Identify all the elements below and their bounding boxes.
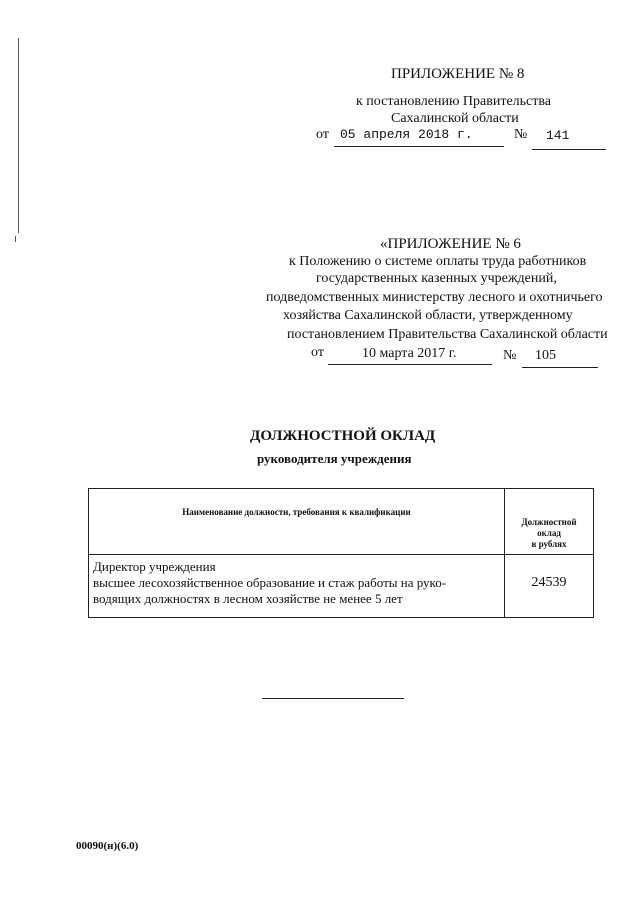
- appendix6-line-4: хозяйства Сахалинской области, утвержденному: [283, 308, 573, 323]
- appendix6-date-underline: [328, 364, 492, 365]
- appendix6-number-label: №: [503, 348, 517, 363]
- appendix8-title: ПРИЛОЖЕНИЕ № 8: [391, 66, 525, 82]
- appendix8-date-underline: [334, 146, 504, 147]
- table-header-salary-line-1: Должностной: [521, 517, 577, 527]
- requirements-line-2: водящих должностях в лесном хозяйстве не менее 5 лет: [93, 591, 403, 606]
- appendix8-line1: к постановлению Правительства: [356, 94, 552, 109]
- appendix6-line-5: постановлением Правительства Сахалинской области: [287, 327, 608, 342]
- appendix6-line-3: подведомственных министерству лесного и охотничьего: [266, 290, 603, 305]
- table-header-position: Наименование должности, требования к квалификации: [89, 489, 505, 555]
- appendix8-number-underline: [532, 149, 606, 150]
- table-header-salary: [505, 489, 594, 555]
- table-header-salary-line-3: в рублях: [531, 539, 567, 549]
- appendix6-date: 10 марта 2017 г.: [362, 346, 457, 361]
- table-cell-position: [89, 555, 505, 618]
- appendix6-line-1: к Положению о системе оплаты труда работников: [289, 254, 587, 269]
- salary-table: [88, 488, 594, 618]
- scan-edge-mark-top: [18, 38, 19, 233]
- appendix8-date: 05 апреля 2018 г.: [340, 127, 473, 142]
- appendix8-number: 141: [546, 128, 570, 143]
- requirements-line-1: высшее лесохозяйственное образование и стаж работы на руко-: [93, 575, 447, 590]
- table-cell-salary: 24539: [505, 555, 594, 618]
- appendix6-number: 105: [535, 348, 556, 363]
- appendix8-line2: Сахалинской области: [391, 111, 519, 126]
- scan-edge-mark-bottom: [15, 236, 16, 242]
- appendix8-from-label: от: [316, 127, 329, 142]
- appendix6-line-2: государственных казенных учреждений,: [316, 271, 557, 286]
- appendix6-title: «ПРИЛОЖЕНИЕ № 6: [380, 236, 521, 252]
- table-row: [89, 555, 594, 618]
- end-separator-line: [262, 698, 404, 699]
- appendix6-from-label: от: [311, 345, 324, 360]
- table-header-salary-line-2: оклад: [537, 528, 561, 538]
- table-header-row: [89, 489, 594, 555]
- document-title: ДОЛЖНОСТНОЙ ОКЛАД: [250, 428, 436, 444]
- document-subtitle: руководителя учреждения: [257, 451, 412, 466]
- appendix8-number-label: №: [514, 127, 528, 142]
- position-name: Директор учреждения: [93, 559, 216, 574]
- appendix6-number-underline: [522, 367, 598, 368]
- footer-document-code: 00090(н)(6.0): [76, 840, 139, 852]
